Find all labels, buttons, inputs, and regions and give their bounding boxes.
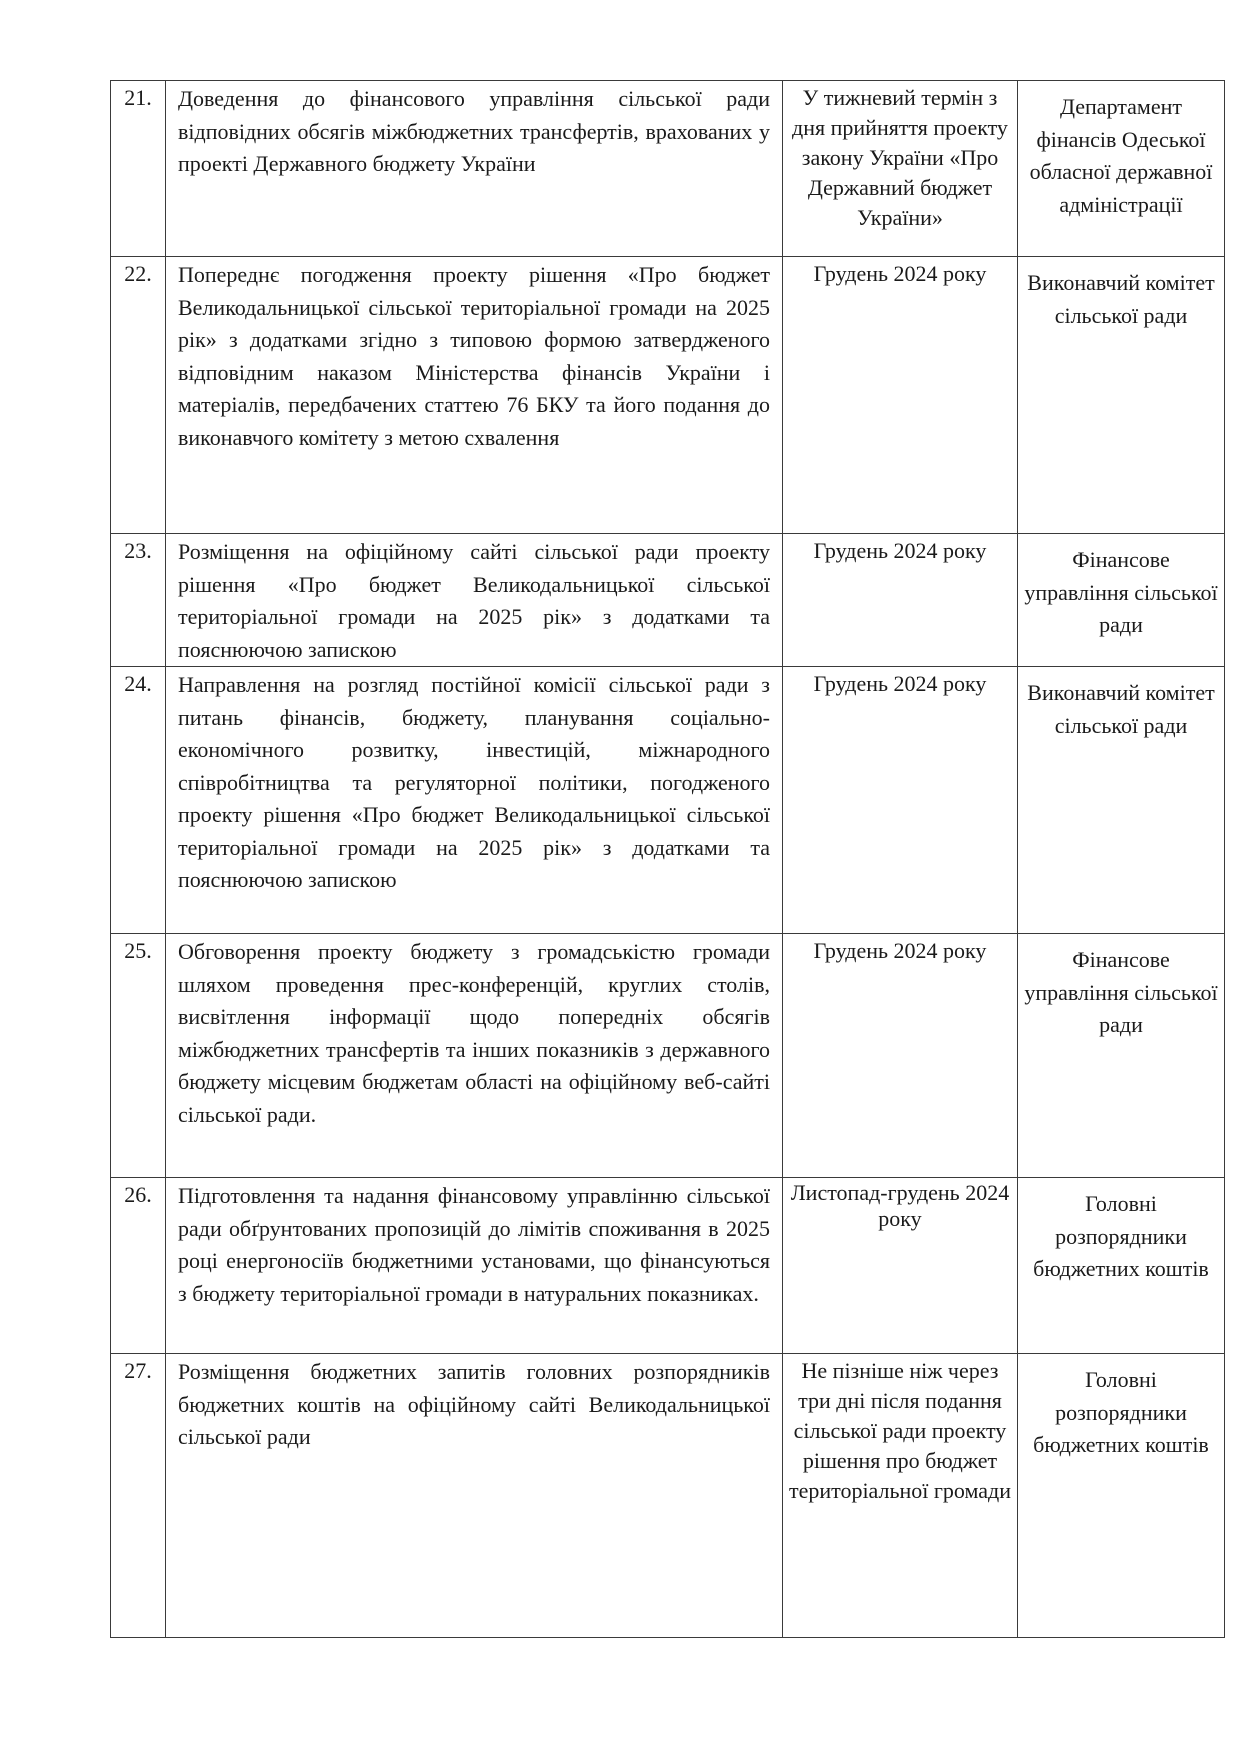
row-term: Грудень 2024 року	[783, 534, 1018, 667]
row-number: 26.	[111, 1178, 166, 1354]
row-term: Не пізніше ніж через три дні після подання сільської ради проекту рішення про бюджет територіальної громади	[783, 1354, 1018, 1638]
row-description: Розміщення на офіційному сайті сільської ради проекту рішення «Про бюджет Великодальницької сільської територіальної громади на 2025 рік» з додатками та пояснюючою запискою	[166, 534, 783, 667]
row-description: Доведення до фінансового управління сільської ради відповідних обсягів міжбюджетних трансфертів, врахованих у проекті Державного бюджету України	[166, 81, 783, 257]
row-description: Підготовлення та надання фінансовому управлінню сільської ради обґрунтованих пропозицій до лімітів споживання в 2025 році енергоносіїв бюджетними установами, що фінансуються з бюджету територіальної громади в натуральних показниках.	[166, 1178, 783, 1354]
row-number: 27.	[111, 1354, 166, 1638]
row-responsible: Департамент фінансів Одеської обласної державної адміністрації	[1018, 81, 1225, 257]
row-number: 23.	[111, 534, 166, 667]
row-responsible: Фінансове управління сільської ради	[1018, 534, 1225, 667]
row-number: 25.	[111, 934, 166, 1178]
row-responsible: Головні розпорядники бюджетних коштів	[1018, 1178, 1225, 1354]
row-term: Грудень 2024 року	[783, 934, 1018, 1178]
row-description: Попереднє погодження проекту рішення «Про бюджет Великодальницької сільської територіальної громади на 2025 рік» з додатками згідно з типовою формою затвердженого відповідним наказом Міністерства фінансів України і матеріалів, передбачених статтею 76 БКУ та його подання до виконавчого комітету з метою схвалення	[166, 257, 783, 534]
row-responsible: Головні розпорядники бюджетних коштів	[1018, 1354, 1225, 1638]
row-description: Обговорення проекту бюджету з громадськістю громади шляхом проведення прес-конференцій, круглих столів, висвітлення інформації щодо попередніх обсягів міжбюджетних трансфертів та інших показників з державного бюджету місцевим бюджетам області на офіційному веб-сайті сільської ради.	[166, 934, 783, 1178]
row-term: Грудень 2024 року	[783, 257, 1018, 534]
table-row	[111, 934, 1225, 1178]
row-term: Листопад-грудень 2024 року	[783, 1178, 1018, 1354]
row-number: 22.	[111, 257, 166, 534]
table-row	[111, 534, 1225, 667]
row-responsible: Виконавчий комітет сільської ради	[1018, 257, 1225, 534]
row-term: Грудень 2024 року	[783, 667, 1018, 934]
table-row	[111, 667, 1225, 934]
row-term: У тижневий термін з дня прийняття проекту закону України «Про Державний бюджет України»	[783, 81, 1018, 257]
row-responsible: Виконавчий комітет сільської ради	[1018, 667, 1225, 934]
row-description: Направлення на розгляд постійної комісії сільської ради з питань фінансів, бюджету, планування соціально-економічного розвитку, інвестицій, міжнародного співробітництва та регуляторної політики, погодженого проекту рішення «Про бюджет Великодальницької сільської територіальної громади на 2025 рік» з додатками та пояснюючою запискою	[166, 667, 783, 934]
plan-table	[110, 80, 1225, 1638]
plan-table-body	[111, 81, 1225, 1638]
table-row	[111, 81, 1225, 257]
row-number: 21.	[111, 81, 166, 257]
table-row	[111, 257, 1225, 534]
row-description: Розміщення бюджетних запитів головних розпорядників бюджетних коштів на офіційному сайті Великодальницької сільської ради	[166, 1354, 783, 1638]
row-responsible: Фінансове управління сільської ради	[1018, 934, 1225, 1178]
table-row	[111, 1178, 1225, 1354]
row-number: 24.	[111, 667, 166, 934]
table-row	[111, 1354, 1225, 1638]
